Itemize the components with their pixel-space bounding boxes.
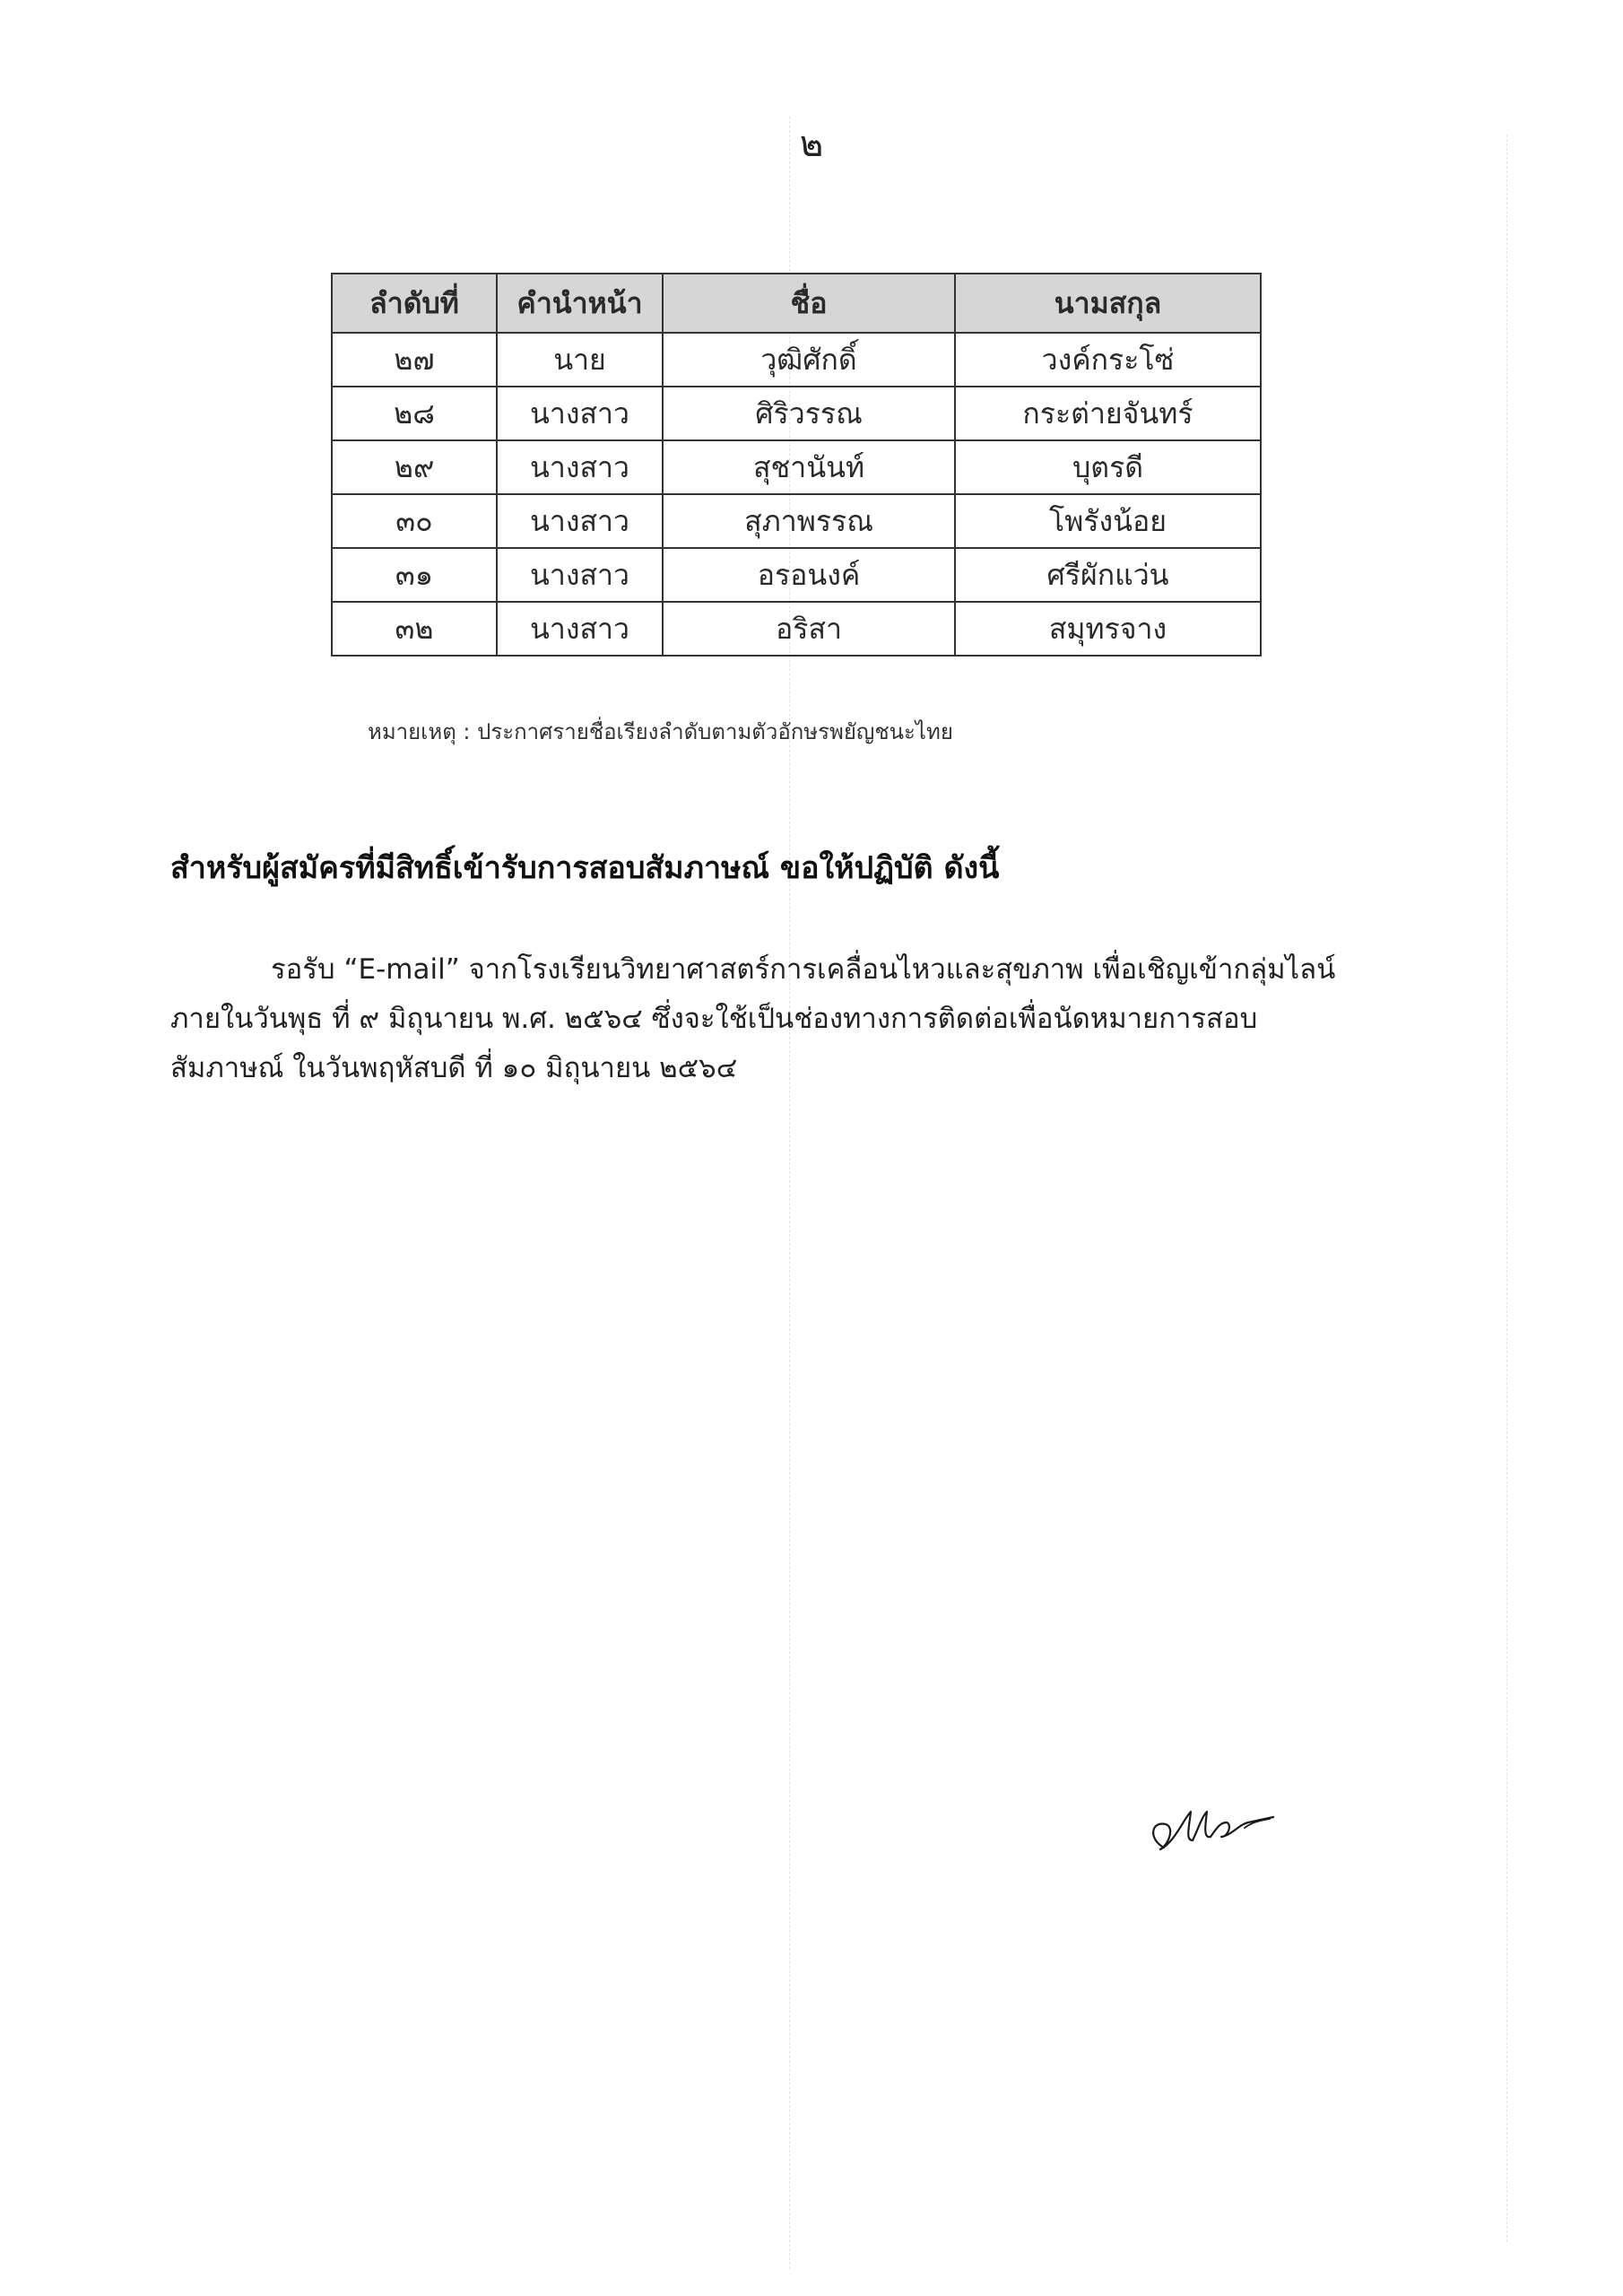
instructions-heading: สำหรับผู้สมัครที่มีสิทธิ์เข้ารับการสอบสัมภาษณ์ ขอให้ปฏิบัติ ดังนี้	[170, 850, 1000, 886]
cell-order: ๒๗	[332, 333, 497, 387]
cell-order: ๒๙	[332, 440, 497, 494]
cell-order: ๓๐	[332, 494, 497, 548]
signature-icon	[1139, 1785, 1291, 1866]
cell-first-name: ศิริวรรณ	[663, 387, 955, 440]
instructions-line: รอรับ “E-mail” จากโรงเรียนวิทยาศาสตร์การเคลื่อนไหวและสุขภาพ เพื่อเชิญเข้ากลุ่มไลน์	[271, 953, 1336, 986]
cell-order: ๒๘	[332, 387, 497, 440]
instructions-body	[170, 945, 1426, 1093]
cell-title: นาย	[497, 333, 663, 387]
header-order: ลำดับที่	[332, 274, 497, 333]
cell-first-name: อริสา	[663, 602, 955, 656]
cell-title: นางสาว	[497, 440, 663, 494]
cell-first-name: วุฒิศักดิ์	[663, 333, 955, 387]
table-header-row	[332, 274, 1261, 333]
cell-first-name: อรอนงค์	[663, 548, 955, 602]
table-row	[332, 494, 1261, 548]
candidate-table	[331, 273, 1262, 657]
header-last-name: นามสกุล	[955, 274, 1261, 333]
cell-title: นางสาว	[497, 494, 663, 548]
cell-title: นางสาว	[497, 387, 663, 440]
table-row	[332, 333, 1261, 387]
table-row	[332, 440, 1261, 494]
table-row	[332, 602, 1261, 656]
cell-first-name: สุภาพรรณ	[663, 494, 955, 548]
table-row	[332, 548, 1261, 602]
cell-title: นางสาว	[497, 602, 663, 656]
cell-last-name: ศรีผักแว่น	[955, 548, 1261, 602]
cell-order: ๓๑	[332, 548, 497, 602]
instructions-line: ภายในวันพุธ ที่ ๙ มิถุนายน พ.ศ. ๒๕๖๔ ซึ่งจะใช้เป็นช่องทางการติดต่อเพื่อนัดหมายการสอบ	[170, 1003, 1258, 1035]
header-title: คำนำหน้า	[497, 274, 663, 333]
page-number: ๒	[799, 124, 824, 165]
table-note: หมายเหตุ : ประกาศรายชื่อเรียงลำดับตามตัวอักษรพยัญชนะไทย	[368, 719, 953, 744]
instructions-line: สัมภาษณ์ ในวันพฤหัสบดี ที่ ๑๐ มิถุนายน ๒๕๖๔	[170, 1052, 738, 1084]
cell-title: นางสาว	[497, 548, 663, 602]
cell-last-name: สมุทรจาง	[955, 602, 1261, 656]
table-row	[332, 387, 1261, 440]
cell-last-name: กระต่ายจันทร์	[955, 387, 1261, 440]
header-first-name: ชื่อ	[663, 274, 955, 333]
cell-first-name: สุชานันท์	[663, 440, 955, 494]
cell-last-name: วงค์กระโซ่	[955, 333, 1261, 387]
cell-last-name: โพรังน้อย	[955, 494, 1261, 548]
cell-last-name: บุตรดี	[955, 440, 1261, 494]
cell-order: ๓๒	[332, 602, 497, 656]
scan-artifact-line	[1506, 135, 1507, 2242]
